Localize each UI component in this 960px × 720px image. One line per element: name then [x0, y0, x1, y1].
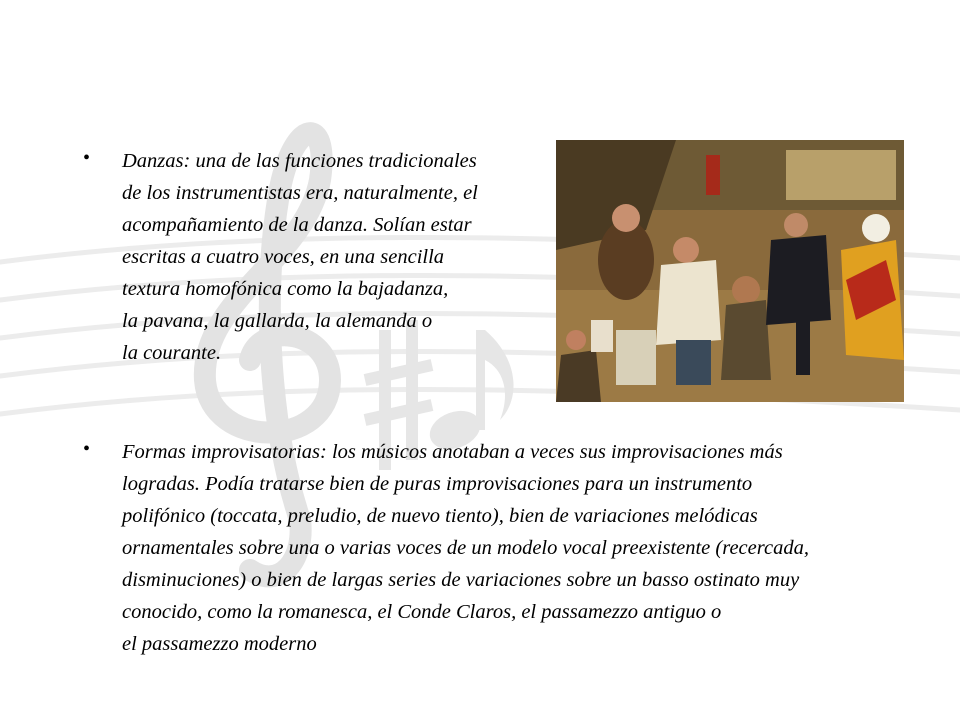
text-line: logradas. Podía tratarse bien de puras improvisaciones para un instrumento — [122, 473, 753, 495]
text-line: Formas improvisatorias: los músicos anotaban a veces sus improvisaciones más — [122, 441, 783, 463]
text-line: disminuciones) o bien de largas series de variaciones sobre un basso ostinato muy — [122, 569, 800, 591]
text-line: la courante. — [122, 342, 222, 364]
text-line: de los instrumentistas era, naturalmente, el — [122, 182, 478, 204]
bullet-marker: • — [83, 438, 91, 460]
bullet-text-danzas — [122, 145, 478, 369]
bullet-text-formas-improvisatorias — [122, 436, 809, 660]
bullet-marker: • — [83, 147, 91, 169]
text-line: polifónico (toccata, preludio, de nuevo tiento), bien de variaciones melódicas — [122, 505, 758, 527]
text-line: acompañamiento de la danza. Solían estar — [122, 214, 472, 236]
text-line: conocido, como la romanesca, el Conde Claros, el passamezzo antiguo o — [122, 601, 722, 623]
text-line: Danzas: una de las funciones tradicionales — [122, 150, 477, 172]
peasant-dance-painting-icon — [556, 140, 904, 402]
text-line: escritas a cuatro voces, en una sencilla — [122, 246, 445, 268]
text-line: textura homofónica como la bajadanza, — [122, 278, 449, 300]
text-line: la pavana, la gallarda, la alemanda o — [122, 310, 433, 332]
text-line: el passamezzo moderno — [122, 633, 317, 655]
text-line: ornamentales sobre una o varias voces de un modelo vocal preexistente (recercada, — [122, 537, 809, 559]
